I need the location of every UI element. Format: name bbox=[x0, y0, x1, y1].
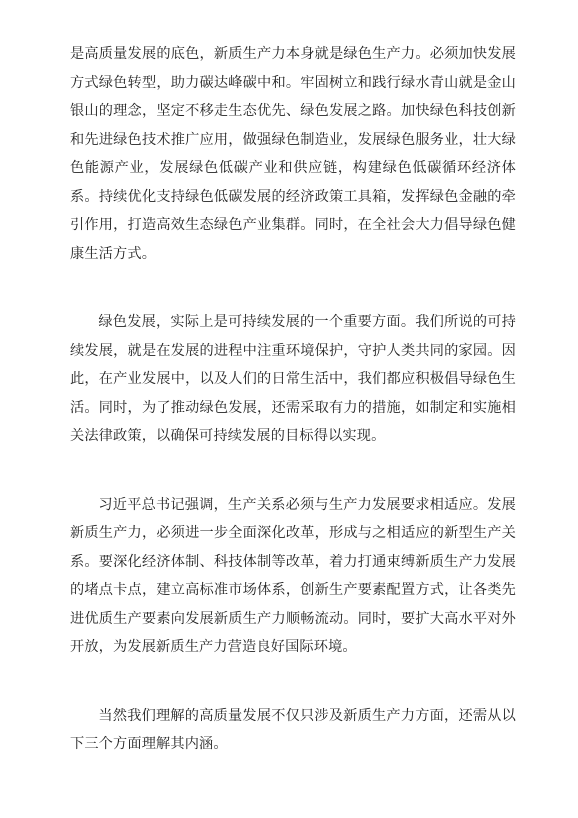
paragraph-green-productivity: 是高质量发展的底色，新质生产力本身就是绿色生产力。必须加快发展方式绿色转型，助力碳达峰碳中和。牢固树立和践行绿水青山就是金山银山的理念，坚定不移走生态优先、绿色发展之路。加快绿色科技创新和先进绿色技术推广应用，做强绿色制造业，发展绿色服务业，壮大绿色能源产业，发展绿色低碳产业和供应链，构建绿色低碳循环经济体系。持续优化支持绿色低碳发展的经济政策工具箱，发挥绿色金融的牵引作用，打造高效生态绿色产业集群。同时，在全社会大力倡导绿色健康生活方式。 bbox=[70, 46, 516, 262]
paragraph-high-quality-development: 当然我们理解的高质量发展不仅只涉及新质生产力方面，还需从以下三个方面理解其内涵。 bbox=[70, 707, 516, 752]
paragraph-sustainable-development: 绿色发展，实际上是可持续发展的一个重要方面。我们所说的可持续发展，就是在发展的进程中注重环境保护，守护人类共同的家园。因此，在产业发展中，以及人们的日常生活中，我们都应积极倡导绿色生活。同时，为了推动绿色发展，还需采取有力的措施，如制定和实施相关法律政策，以确保可持续发展的目标得以实现。 bbox=[70, 314, 516, 444]
paragraph-production-relations: 习近平总书记强调，生产关系必须与生产力发展要求相适应。发展新质生产力，必须进一步全面深化改革，形成与之相适应的新型生产关系。要深化经济体制、科技体制等改革，着力打通束缚新质生产力发展的堵点卡点，建立高标准市场体系，创新生产要素配置方式，让各类先进优质生产要素向发展新质生产力顺畅流动。同时，要扩大高水平对外开放，为发展新质生产力营造良好国际环境。 bbox=[70, 496, 516, 655]
paragraph-spacer bbox=[70, 268, 516, 308]
paragraph-spacer bbox=[70, 451, 516, 491]
paragraph-spacer bbox=[70, 662, 516, 702]
